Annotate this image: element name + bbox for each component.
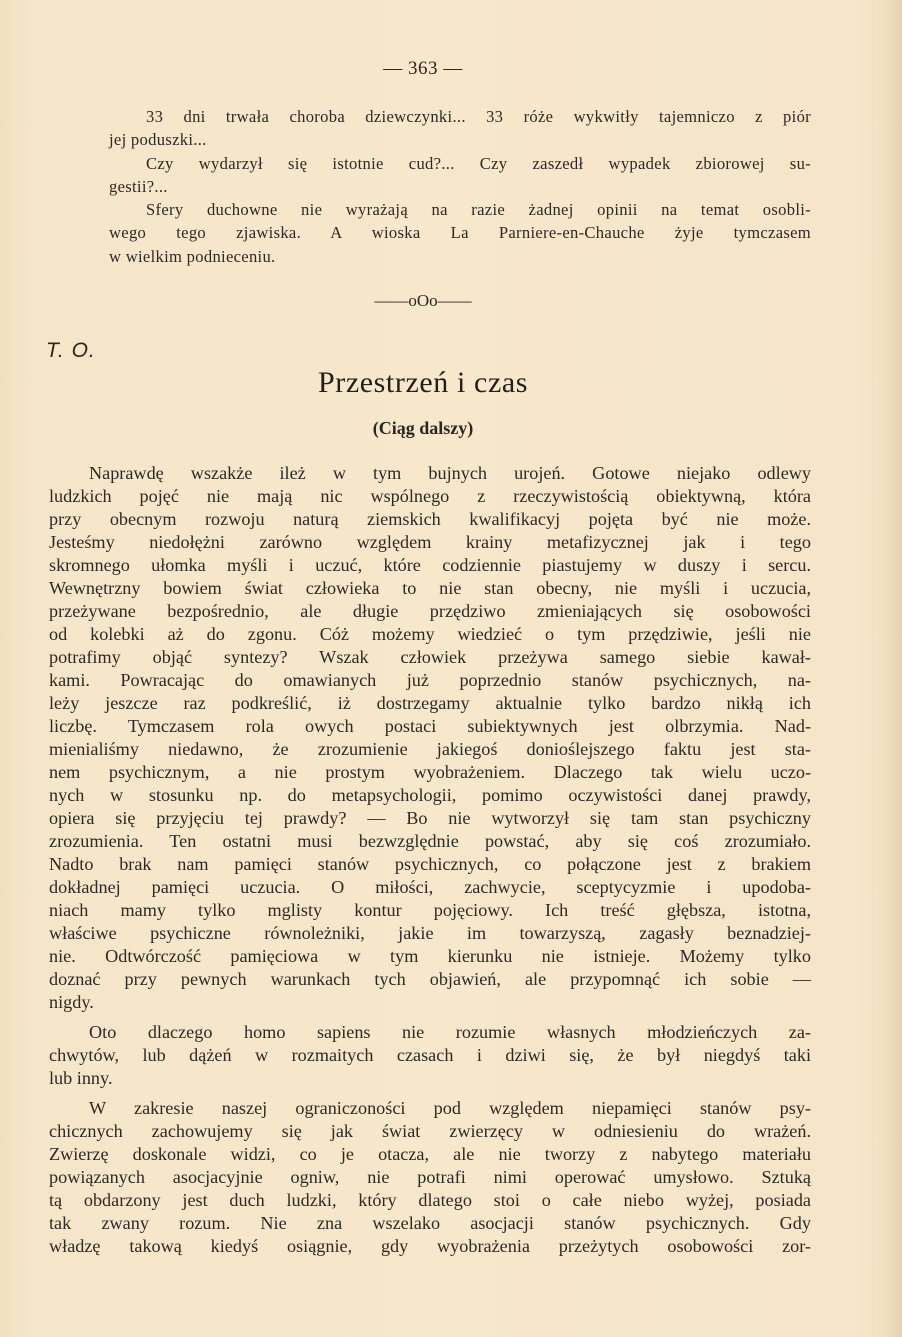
text-line: niach mamy tylko mglisty kontur pojęciowy. Ich treść głębsza, istotna,: [49, 900, 811, 920]
text-line: W zakresie naszej ograniczoności pod względem niepamięci stanów psy-: [89, 1098, 811, 1118]
text-line: nem psychicznym, a nie prostym wyobrażeniem. Dlaczego tak wielu uczo-: [49, 762, 811, 782]
text-line: od kolebki aż do zgonu. Cóż możemy wiedzieć o tym przędziwie, jeśli nie: [49, 624, 811, 644]
intro-line: w wielkim podnieceniu.: [109, 246, 276, 266]
text-line: przy obecnym rozwoju naturą ziemskich kwalifikacyj pojęta być nie może.: [49, 509, 811, 529]
paragraph: [49, 462, 811, 1014]
text-line: mienialiśmy niedawno, że zrozumienie jakiegoś donioślejszego faktu jest sta-: [49, 739, 811, 759]
article-author: T. O.: [46, 339, 96, 362]
intro-line: Czy wydarzył się istotnie cud?... Czy zaszedł wypadek zbiorowej su-: [146, 153, 811, 173]
text-line: powiązanych asocjacyjnie ogniw, nie potrafi nimi operować umysłowo. Sztuką: [49, 1167, 811, 1187]
text-line: lub inny.: [49, 1068, 113, 1088]
text-line: zrozumienia. Ten ostatni musi bezwzględnie powstać, aby się coś zrozumiało.: [49, 831, 811, 851]
paragraph: [49, 1021, 811, 1090]
text-line: skromnego ułomka myśli i uczuć, które codziennie piastujemy w duszy i sercu.: [49, 555, 811, 575]
text-line: opiera się przyjęciu tej prawdy? — Bo nie wytworzył się tam stan psychiczny: [49, 808, 811, 828]
page-number: — 363 —: [383, 58, 463, 79]
section-separator: ——oOo——: [374, 291, 472, 310]
article-body: [49, 462, 811, 1258]
text-line: Wewnętrzny bowiem świat człowieka to nie stan obecny, nie myśli i uczucia,: [49, 578, 811, 598]
text-line: ludzkich pojęć nie mają nic wspólnego z rzeczywistością obiektywną, która: [49, 486, 811, 506]
text-line: kami. Powracając do omawianych już poprzednio stanów psychicznych, na-: [49, 670, 811, 690]
text-line: liczbę. Tymczasem rola owych postaci subiektywnych jest olbrzymia. Nad-: [49, 716, 811, 736]
article-subtitle: (Ciąg dalszy): [372, 418, 474, 438]
text-line: potrafimy objąć syntezy? Wszak człowiek przeżywa samego siebie kawał-: [49, 647, 811, 667]
intro-line: wego tego zjawiska. A wioska La Parniere-en-Chauche żyje tymczasem: [109, 223, 811, 243]
text-line: właściwe psychiczne równoleżniki, jakie im towarzyszą, zagasły beznadziej-: [49, 923, 811, 943]
text-line: chicznych zachowujemy się jak świat zwierzęcy w odniesieniu do wrażeń.: [49, 1121, 811, 1141]
intro-line: jej poduszki...: [109, 130, 207, 150]
text-line: Oto dlaczego homo sapiens nie rozumie własnych młodzieńczych za-: [89, 1022, 811, 1042]
text-line: nych w stosunku np. do metapsychologii, pomimo oczywistości danej prawdy,: [49, 785, 811, 805]
text-line: Jesteśmy niedołężni zarówno względem krainy metafizycznej jak i tego: [49, 532, 811, 552]
text-line: leży jeszcze raz podkreślić, iż dostrzegamy aktualnie tylko bardzo nikłą ich: [49, 693, 811, 713]
text-line: przeżywane bezpośrednio, ale długie przędziwo zmieniających się osobowości: [49, 601, 811, 621]
text-line: tak zwany rozum. Nie zna wszelako asocjacji stanów psychicznych. Gdy: [49, 1213, 811, 1233]
text-line: Zwierzę doskonale widzi, co je otacza, ale nie tworzy z nabytego materiału: [49, 1144, 811, 1164]
paragraph-gap: [49, 1014, 811, 1021]
text-line: nigdy.: [49, 992, 94, 1012]
intro-line: Sfery duchowne nie wyrażają na razie żadnej opinii na temat osobli-: [146, 200, 811, 220]
intro-line: gestii?...: [109, 176, 168, 196]
text-line: nie. Odtwórczość pamięciowa w tym kierunku nie istnieje. Możemy tylko: [49, 946, 811, 966]
text-line: doznać przy pewnych warunkach tych objawień, ale przypomnąć ich sobie —: [49, 969, 811, 989]
paragraph: [49, 1097, 811, 1258]
paragraph-gap: [49, 1090, 811, 1097]
text-line: Nadto brak nam pamięci stanów psychicznych, co połączone jest z brakiem: [49, 854, 811, 874]
page-edge-shadow: [884, 0, 902, 1337]
text-line: tą obdarzony jest duch ludzki, który dlatego stoi o całe niebo wyżej, posiada: [49, 1190, 811, 1210]
text-line: władzę takową kiedyś osiągnie, gdy wyobrażenia przeżytych osobowości zor-: [49, 1236, 811, 1256]
text-line: dokładnej pamięci uczucia. O miłości, zachwycie, sceptycyzmie i upodoba-: [49, 877, 811, 897]
intro-line: 33 dni trwała choroba dziewczynki... 33 róże wykwitły tajemniczo z piór: [146, 107, 811, 126]
article-title: Przestrzeń i czas: [317, 366, 529, 399]
text-line: Naprawdę wszakże ileż w tym bujnych urojeń. Gotowe niejako odlewy: [89, 463, 811, 483]
text-line: chwytów, lub dążeń w rozmaitych czasach i dziwi się, że był niegdyś taki: [49, 1045, 811, 1065]
intro-text: [109, 105, 811, 268]
